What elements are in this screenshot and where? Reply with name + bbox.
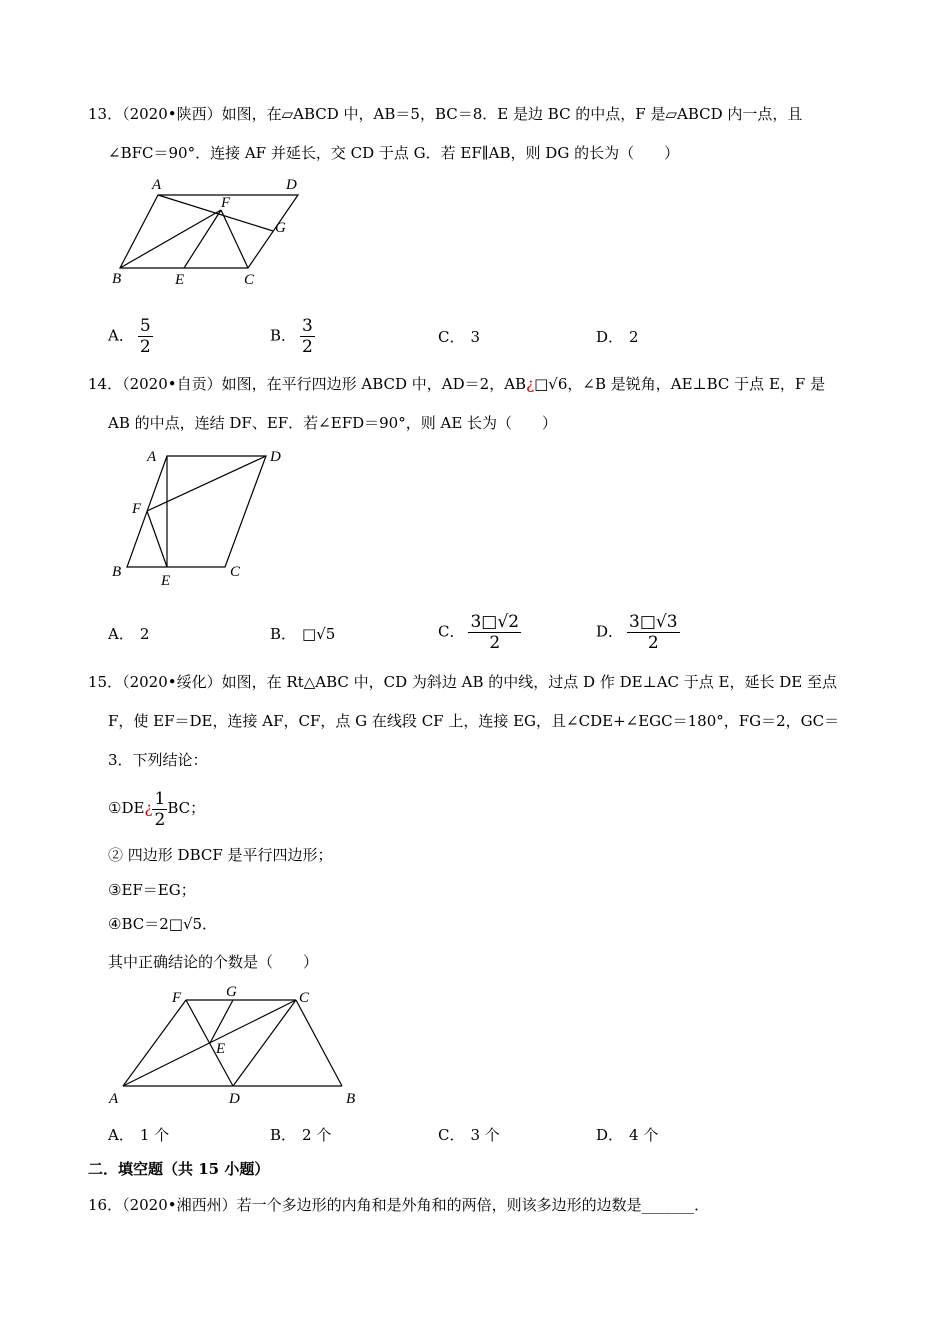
q14-option-d-fraction: $\frac{3□√3}{2}$: [629, 612, 678, 653]
q13-label-E: E: [175, 272, 185, 288]
q15-label-E: E: [216, 1041, 226, 1057]
q13-label-C: C: [244, 272, 255, 288]
q14-label-B: B: [112, 564, 122, 580]
q15-label-G: G: [226, 984, 237, 1000]
q13-line2: ∠BFC＝90°．连接 AF 并延长，交 CD 于点 G．若 EF∥AB，则 DG 的长为（ ）: [108, 144, 680, 162]
q14-label-A: A: [147, 449, 157, 465]
q13-line1: [88, 104, 802, 124]
q15-option-c[interactable]: C． 3 个: [438, 1126, 500, 1144]
q14-number: 14．: [88, 375, 123, 393]
q14-option-c[interactable]: C． $\frac{3□√2}{2}$: [438, 612, 520, 653]
q15-option-a[interactable]: A． 1 个: [108, 1126, 170, 1144]
q13-text-line1: （2020•陕西）如图，在▱ABCD 中，AB＝5，BC＝8．E 是边 BC 的中点，F 是▱ABCD 内一点，且: [122, 105, 803, 123]
q13-option-a[interactable]: A． $\frac{5}{2}$: [108, 316, 151, 357]
q15-label-C: C: [299, 990, 310, 1006]
q14-line1: 14．（2020•自贡）如图，在平行四边形 ABCD 中，AD＝2，AB¿□√6，∠B 是锐角，AE⊥BC 于点 E，F 是: [88, 375, 826, 393]
q13-option-b-fraction: $\frac{3}{2}$: [302, 316, 313, 357]
q13-label-A: A: [152, 177, 162, 193]
q15-line3: 3．下列结论：: [108, 751, 208, 769]
q13-label-G: G: [275, 220, 286, 236]
q15-line1: 15．（2020•绥化）如图，在 Rt△ABC 中，CD 为斜边 AB 的中线，过点 D 作 DE⊥AC 于点 E，延长 DE 至点: [88, 673, 838, 691]
q15-figure: [100, 980, 370, 1110]
q15-question: 其中正确结论的个数是（ ）: [108, 953, 319, 971]
q14-label-C: C: [230, 564, 241, 580]
q15-label-A: A: [109, 1091, 119, 1107]
q15-option-d[interactable]: D． 4 个: [596, 1126, 659, 1144]
q15-number: 15．: [88, 673, 123, 691]
q15-label-F: F: [172, 990, 182, 1006]
q16-number: 16．: [88, 1196, 123, 1214]
q14-option-d[interactable]: D． $\frac{3□√3}{2}$: [596, 612, 678, 653]
q13-label-B: B: [112, 271, 122, 287]
q14-option-a[interactable]: A． 2: [108, 625, 150, 643]
q13-label-D: D: [286, 177, 297, 193]
q15-conclusion-3: ③EF＝EG；: [108, 881, 196, 899]
q13-number: 13．: [88, 105, 123, 123]
q15-option-b[interactable]: B． 2 个: [270, 1126, 332, 1144]
q13-option-c[interactable]: C． 3: [438, 328, 481, 346]
q15-line2: F，使 EF＝DE，连接 AF，CF，点 G 在线段 CF 上，连接 EG，且∠CDE+∠EGC＝180°，FG＝2，GC＝: [108, 712, 840, 730]
q14-figure: [100, 440, 300, 590]
section-2-title: 二．填空题（共 15 小题）: [88, 1160, 270, 1178]
q14-line2: AB 的中点，连结 DF、EF．若∠EFD＝90°，则 AE 长为（ ）: [108, 414, 558, 432]
q14-label-E: E: [161, 573, 171, 589]
q14-option-c-fraction: $\frac{3□√2}{2}$: [470, 612, 520, 653]
q13-option-d[interactable]: D． 2: [596, 328, 639, 346]
q13-label-F: F: [221, 195, 231, 211]
q15-label-B: B: [346, 1091, 356, 1107]
q14-label-D: D: [270, 449, 281, 465]
q13-figure: [100, 170, 320, 290]
q15-label-D: D: [229, 1091, 240, 1107]
q13-option-b[interactable]: B． $\frac{3}{2}$: [270, 316, 313, 357]
q16-line1: 16．（2020•湘西州）若一个多边形的内角和是外角和的两倍，则该多边形的边数是_______．: [88, 1196, 710, 1214]
q15-c1-fraction: $\frac{1}{2}$: [154, 788, 166, 830]
q15-conclusion-1: ①DE¿ $\frac{1}{2}$ BC；: [108, 788, 206, 830]
q15-conclusion-4: ④BC＝2□√5．: [108, 915, 218, 933]
q15-conclusion-2: ② 四边形 DBCF 是平行四边形；: [108, 846, 333, 864]
q13-option-a-fraction: $\frac{5}{2}$: [139, 316, 151, 357]
q14-option-b[interactable]: B． □√5: [270, 625, 336, 643]
q14-label-F: F: [132, 501, 142, 517]
